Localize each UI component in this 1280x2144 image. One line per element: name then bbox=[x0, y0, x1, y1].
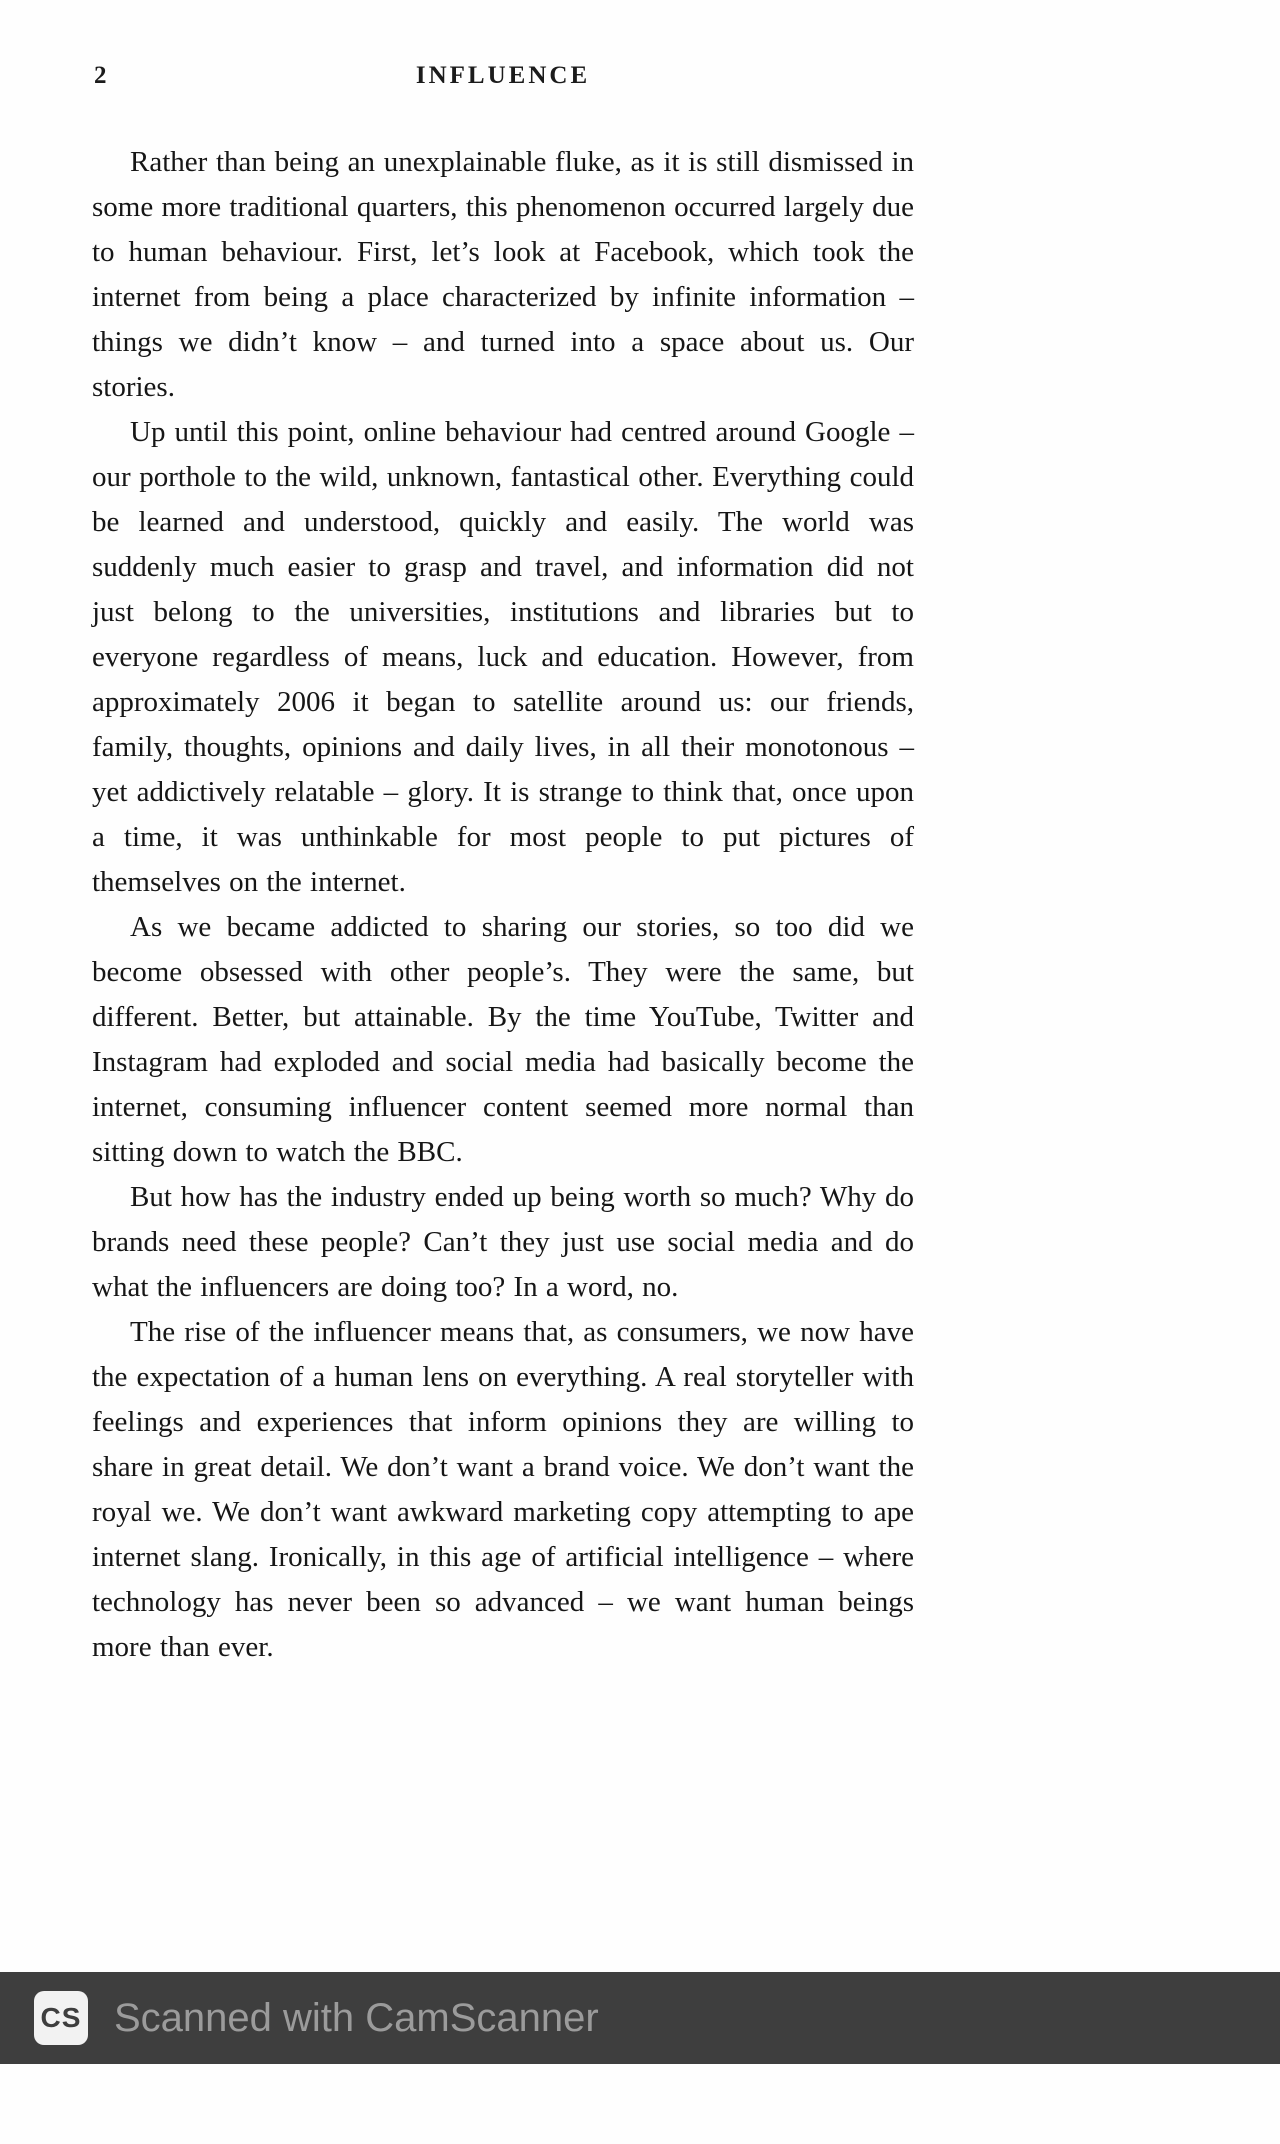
body-text bbox=[92, 140, 914, 1670]
camscanner-watermark-text: Scanned with CamScanner bbox=[114, 1995, 599, 2040]
paragraph: Up until this point, online behaviour had centred around Google – our porthole to the wild, unknown, fantastical other. Everything could be learned and understood, quickly and easily. The world was suddenly much easier to grasp and travel, and information did not just belong to the universities, institutions and libraries but to everyone regardless of means, luck and education. However, from approximately 2006 it began to satellite around us: our friends, family, thoughts, opinions and daily lives, in all their monotonous – yet addictively relatable – glory. It is strange to think that, once upon a time, it was unthinkable for most people to put pictures of themselves on the internet. bbox=[92, 416, 914, 898]
running-header-title: INFLUENCE bbox=[415, 62, 591, 89]
paragraph: The rise of the influencer means that, as consumers, we now have the expectation of a human lens on everything. A real storyteller with feelings and experiences that inform opinions they are willing to share in great detail. We don’t want a brand voice. We don’t want the royal we. We don’t want awkward marketing copy attempting to ape internet slang. Ironically, in this age of artificial intelligence – where technology has never been so advanced – we want human beings more than ever. bbox=[92, 1316, 914, 1663]
paragraph: Rather than being an unexplainable fluke, as it is still dismissed in some more traditional quarters, this phenomenon occurred largely due to human behaviour. First, let’s look at Facebook, which took the internet from being a place characterized by infinite information – things we didn’t know – and turned into a space about us. Our stories. bbox=[92, 146, 914, 403]
camscanner-watermark-bar bbox=[0, 1972, 1280, 2064]
paragraph: But how has the industry ended up being worth so much? Why do brands need these people? Can’t they just use social media and do what the influencers are doing too? In a word, no. bbox=[92, 1181, 914, 1303]
paragraph: As we became addicted to sharing our stories, so too did we become obsessed with other people’s. They were the same, but different. Better, but attainable. By the time YouTube, Twitter and Instagram had exploded and social media had basically become the internet, consuming influencer content seemed more normal than sitting down to watch the BBC. bbox=[92, 911, 914, 1168]
text-column bbox=[92, 58, 914, 1670]
page-number: 2 bbox=[94, 62, 107, 89]
page-header bbox=[92, 58, 914, 98]
camscanner-logo-icon: CS bbox=[34, 1991, 88, 2045]
